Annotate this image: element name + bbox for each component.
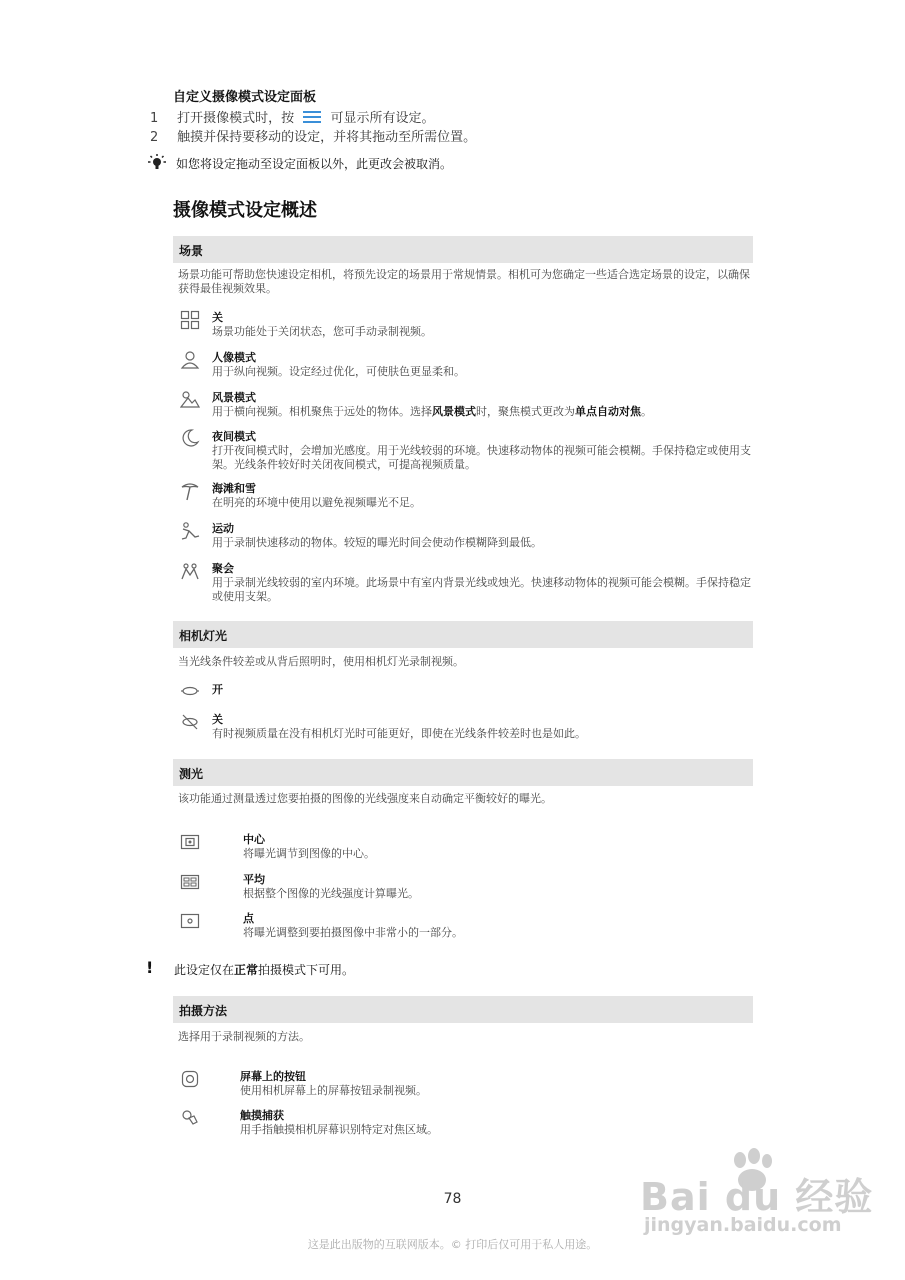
item-title: 风景模式 [212,391,256,404]
light-on-icon [180,681,200,701]
desc-bold-landscape: 风景模式 [432,405,476,418]
item-title: 夜间模式 [212,430,256,443]
step-2 [150,126,476,145]
scene-intro: 场景功能可帮助您快速设定相机，将预先设定的场景用于常规情景。相机可为您确定一些适合选定场景的设定，以确保获得最佳视频效果。 [178,268,750,295]
desc-part: 用于横向视频。相机聚焦于远处的物体。选择 [212,405,432,418]
item-desc: 将曝光调整到要拍摄图像中非常小的一部分。 [243,926,463,939]
center-metering-icon [180,832,200,852]
metering-item-average [243,871,783,901]
spot-metering-icon [180,911,200,931]
item-desc: 将曝光调节到图像的中心。 [243,847,375,860]
landscape-icon [180,389,200,409]
item-title: 关 [212,311,223,324]
warning-part: 拍摄模式下可用。 [258,963,355,977]
item-title: 屏幕上的按钮 [240,1070,306,1083]
step-number: 2 [150,130,159,145]
light-off-icon [180,712,200,732]
desc-part: 时，聚焦模式更改为 [476,405,575,418]
scene-item-sports [212,520,752,550]
party-icon [180,561,200,581]
scene-item-off [212,309,752,339]
light-item-on [212,681,223,697]
watermark-url: jingyan.baidu.com [644,1214,842,1236]
page-number: 78 [443,1191,462,1207]
item-title: 关 [212,713,223,726]
item-desc [212,405,752,419]
watermark-logo-text: Bai du 经验 [640,1175,874,1219]
item-desc: 根据整个图像的光线强度计算曝光。 [243,887,419,900]
scene-item-beach-snow [212,480,752,510]
capture-item-onscreen [240,1068,780,1098]
item-desc: 场景功能处于关闭状态，您可手动录制视频。 [212,325,432,338]
average-metering-icon [180,872,200,892]
item-title: 触摸捕获 [240,1109,284,1122]
desc-bold-spot-af: 单点自动对焦 [575,405,641,418]
metering-header [173,759,753,786]
light-header-text: 相机灯光 [179,629,228,643]
overview-title: 摄像模式设定概述 [173,200,317,221]
item-title: 中心 [243,833,265,846]
item-title: 人像模式 [212,351,256,364]
light-item-off [212,711,752,741]
sports-icon [180,521,200,541]
desc-part: 。 [641,405,652,418]
step-text: 打开摄像模式时，按 [177,111,295,126]
tip-note [146,154,453,175]
metering-header-text: 测光 [179,767,204,781]
step-1 [150,107,434,126]
item-title: 运动 [212,522,234,535]
scene-item-portrait [212,349,752,379]
night-icon [180,428,200,448]
warning-text [174,961,354,978]
item-title: 海滩和雪 [212,482,256,495]
light-header [173,621,753,648]
warning-bold: 正常 [234,963,259,977]
item-title: 开 [212,683,223,696]
scene-off-icon [180,310,200,330]
scene-header-text: 场景 [179,244,204,258]
item-title: 平均 [243,873,265,886]
scene-item-party [212,560,752,604]
portrait-icon [180,349,200,369]
item-desc: 用于纵向视频。设定经过优化，可使肤色更显柔和。 [212,365,465,378]
item-desc: 打开夜间模式时，会增加光感度。用于光线较弱的环境。快速移动物体的视频可能会模糊。手保持稳定或使用支架。光线条件较好时关闭夜间模式，可提高视频质量。 [212,444,751,471]
exclamation-icon: ! [146,958,154,977]
capture-item-touch [240,1107,780,1137]
scene-header [173,236,753,263]
metering-item-spot [243,910,783,940]
item-desc: 用手指触摸相机屏幕识别特定对焦区域。 [240,1123,438,1136]
scene-item-landscape [212,389,752,419]
metering-intro: 该功能通过测量透过您要拍摄的图像的光线强度来自动确定平衡较好的曝光。 [178,792,552,805]
item-desc: 用于录制光线较弱的室内环境。此场景中有室内背景光线或烛光。快速移动物体的视频可能会模糊。手保持稳定或使用支架。 [212,576,751,603]
item-desc: 用于录制快速移动的物体。较短的曝光时间会使动作模糊降到最低。 [212,536,542,549]
capture-header-text: 拍摄方法 [179,1004,228,1018]
capture-header [173,996,753,1023]
light-intro: 当光线条件较差或从背后照明时，使用相机灯光录制视频。 [178,655,464,668]
item-title: 聚会 [212,562,234,575]
lightbulb-icon [146,154,168,172]
footer-note: 这是此出版物的互联网版本。© 打印后仅可用于私人用途。 [307,1238,598,1251]
custom-panel-title: 自定义摄像模式设定面板 [173,90,317,105]
tip-text: 如您将设定拖动至设定面板以外，此更改会被取消。 [176,157,453,171]
step-text-end: 可显示所有设定。 [330,111,435,126]
item-desc: 在明亮的环境中使用以避免视频曝光不足。 [212,496,421,509]
touch-capture-icon [180,1108,200,1128]
item-desc: 使用相机屏幕上的屏幕按钮录制视频。 [240,1084,427,1097]
capture-intro: 选择用于录制视频的方法。 [178,1030,310,1043]
item-desc: 有时视频质量在没有相机灯光时可能更好，即使在光线条件较差时也是如此。 [212,727,586,740]
beach-snow-icon [180,481,200,501]
step-number: 1 [150,111,159,126]
warning-part: 此设定仅在 [174,963,235,977]
metering-item-center [243,831,783,861]
step-text: 触摸并保持要移动的设定，并将其拖动至所需位置。 [177,130,477,145]
scene-item-night [212,428,752,472]
item-title: 点 [243,912,254,925]
menu-icon [302,110,322,124]
onscreen-button-icon [180,1069,200,1089]
